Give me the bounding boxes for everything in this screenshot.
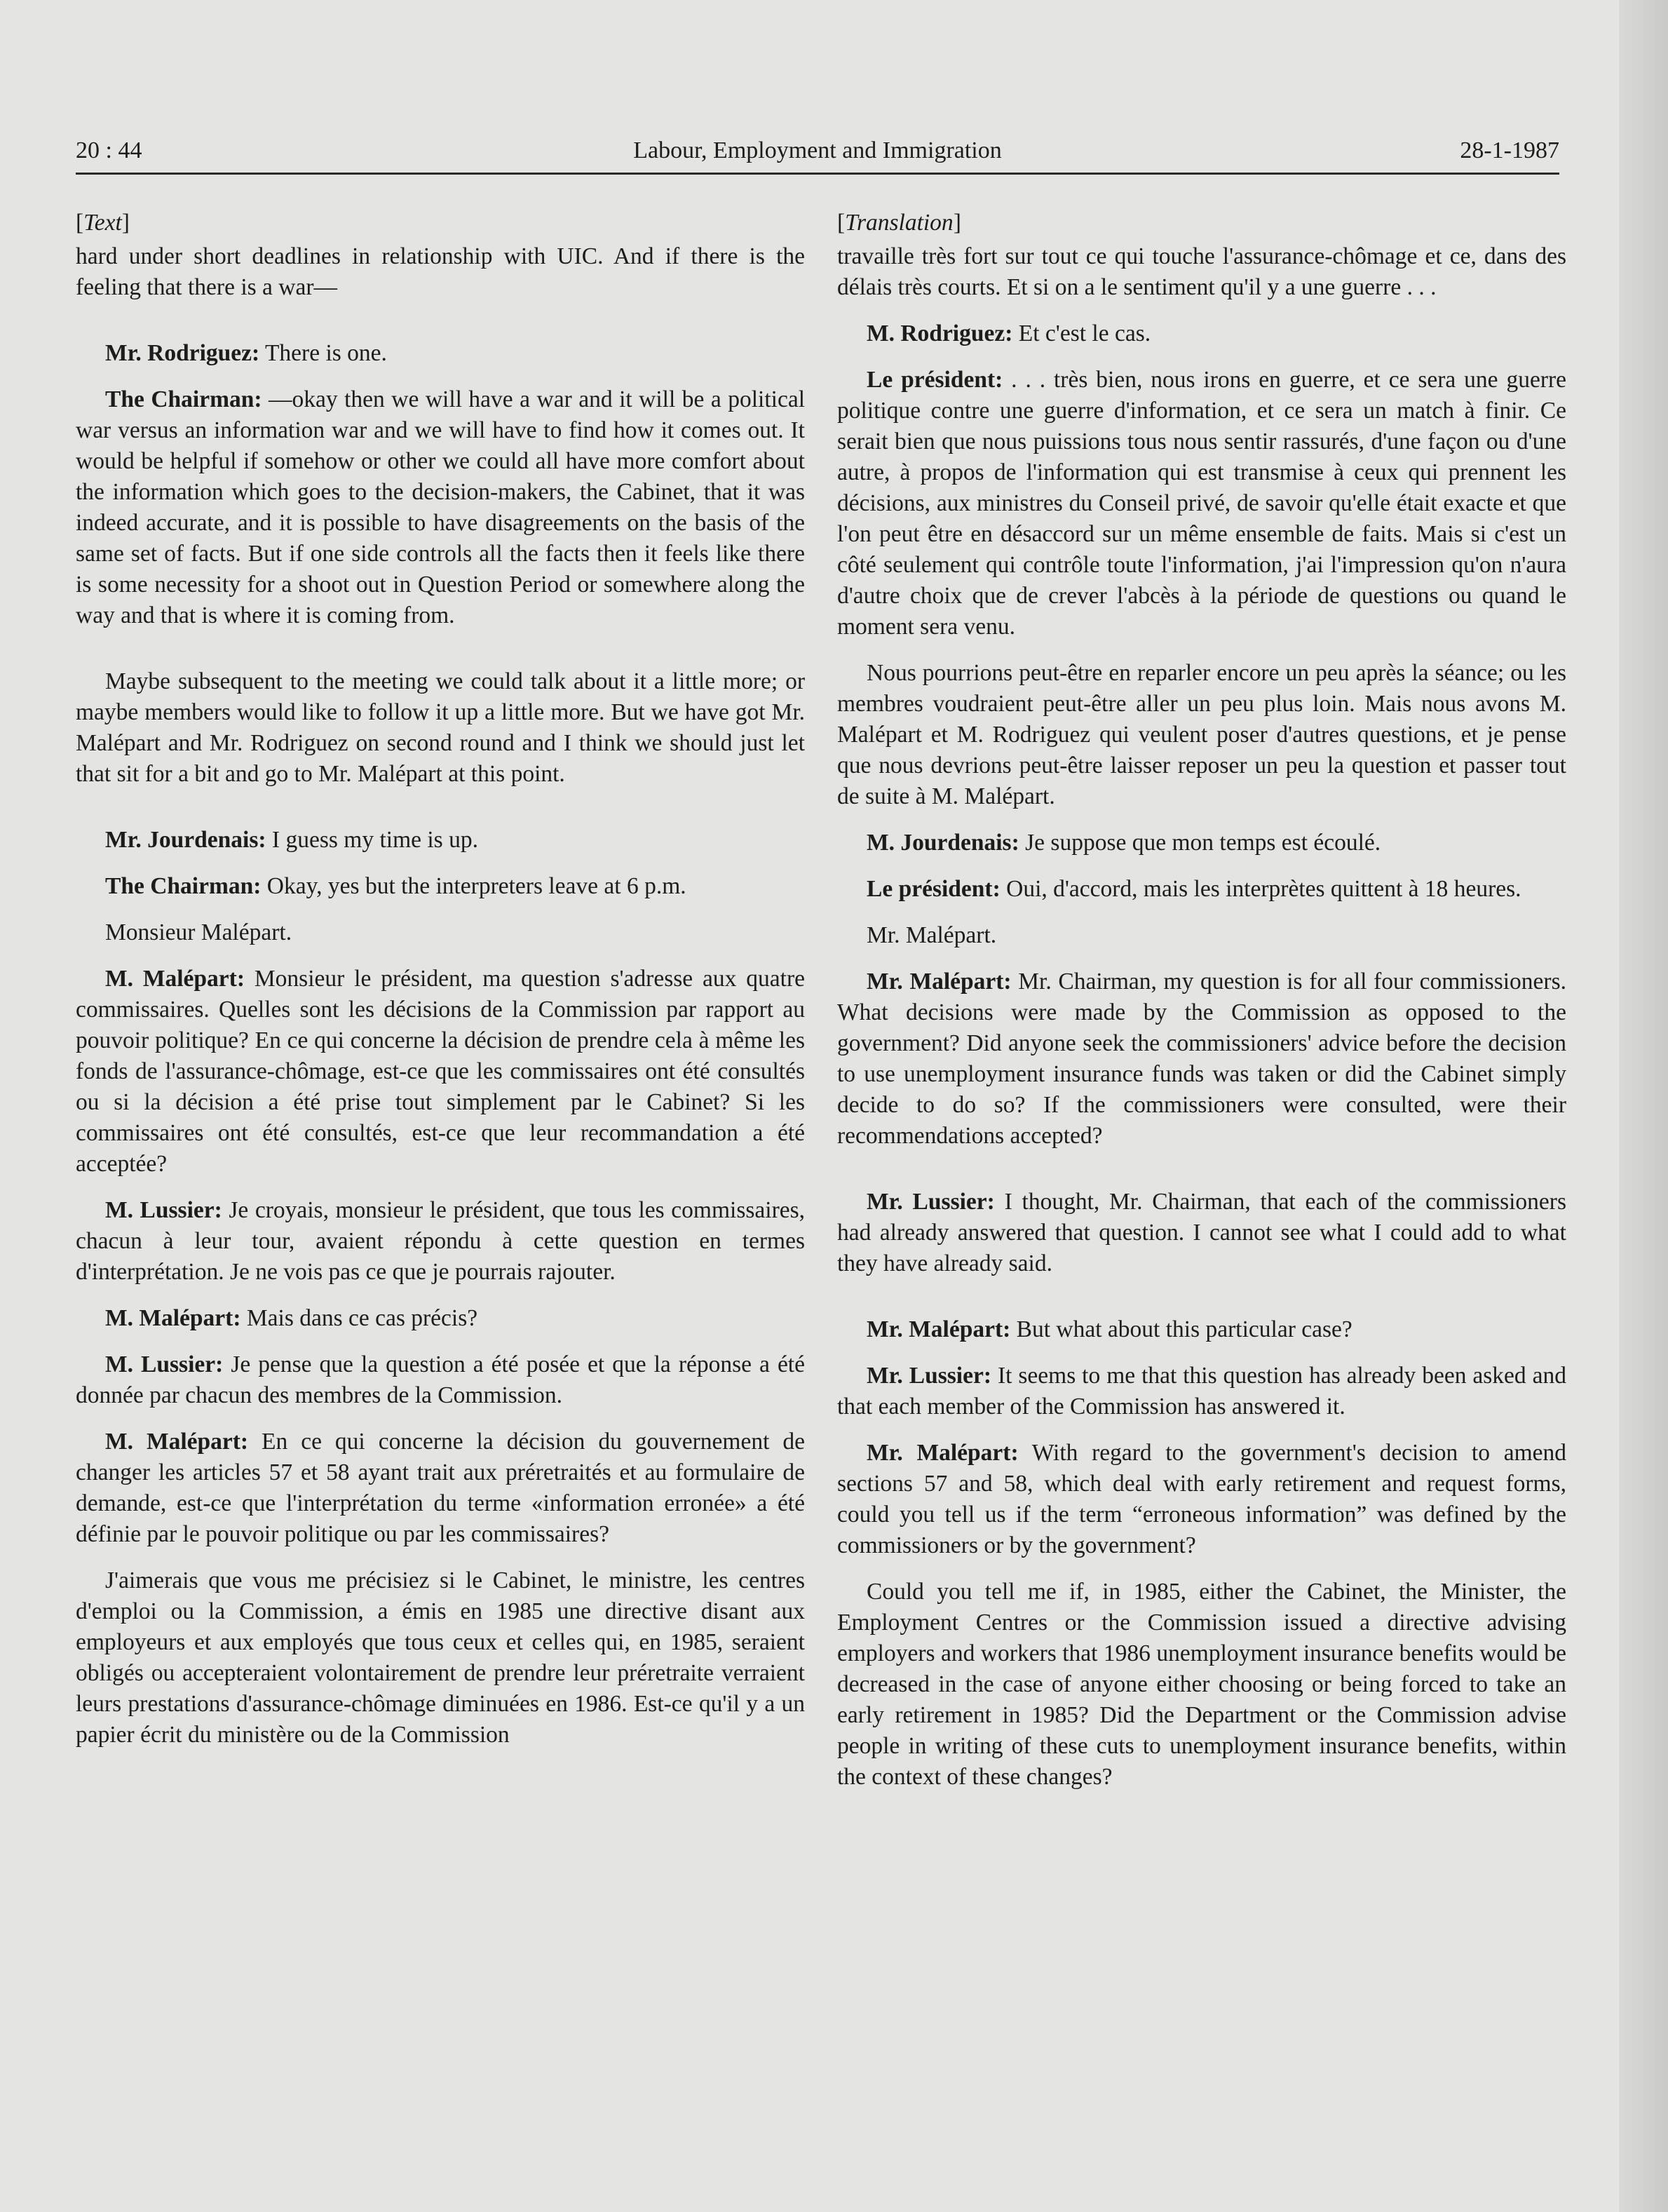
speaker-name: Le président: [867,367,1003,393]
running-header [76,133,1559,175]
paragraph [76,1303,805,1334]
paragraph [837,365,1566,642]
paragraph: J'aimerais que vous me précisiez si le Cabinet, le ministre, les centres d'emploi ou la Commission, a émis en 1985 une directive disant aux employeurs et aux employés que tous ceux et celles qui, en 1985, seraient obligés ou accepteraient volontairement de prendre leur préretraite verraient leurs prestations d'assurance-chômage diminuées en 1986. Est-ce qu'il y a un papier écrit du ministère ou de la Commission [76,1567,805,1748]
speech-text: Je suppose que mon temps est écoulé. [1019,830,1381,856]
speech-text: Je croyais, monsieur le président, que tous les commissaires, chacun à leur tour, avaient répondu à cette question en termes d'interprétation. Je ne vois pas ce que je pourrais rajouter. [76,1197,805,1285]
paragraph: Monsieur Malépart. [105,919,292,945]
speaker-name: Mr. Malépart: [867,969,1012,994]
page-edge-shadow [1619,0,1668,2212]
speaker-name: M. Lussier: [105,1351,224,1377]
paragraph: Could you tell me if, in 1985, either the Cabinet, the Minister, the Employment Centres or the Commission issued a directive advising employers and workers that 1986 unemployment insurance benefits would be decreased in the case of anyone either choosing or being forced to take an early retirement in 1985? Did the Department or the Commission advise people in writing of these cuts to unemployment insurance benefits, within the context of these changes? [837,1579,1566,1790]
paragraph [837,1187,1566,1279]
paragraph [76,871,805,902]
speaker-name: M. Lussier: [105,1197,222,1223]
speaker-name: The Chairman: [105,873,262,899]
paragraph [76,384,805,631]
speaker-name: The Chairman: [105,386,262,412]
speaker-name: Mr. Lussier: [867,1363,991,1389]
paragraph [76,1195,805,1288]
speech-text: Mais dans ce cas précis? [240,1305,478,1331]
language-marker: [Translation] [837,210,961,236]
paragraph: hard under short deadlines in relationship with UIC. And if there is the feeling that there is a war— [76,243,805,300]
right-column [837,208,1566,1808]
paragraph [76,1427,805,1550]
paragraph [76,1349,805,1411]
speaker-name: M. Jourdenais: [867,830,1019,856]
speaker-name: M. Malépart: [105,966,245,992]
speaker-name: M. Malépart: [105,1305,241,1331]
speaker-name: M. Malépart: [105,1429,249,1455]
paragraph [76,964,805,1180]
speech-text: Et c'est le cas. [1012,321,1151,346]
speech-text: It seems to me that this question has already been asked and that each member of the Commission has answered it. [837,1363,1566,1419]
speech-text: —okay then we will have a war and it will be a political war versus an information war and we will have to find how it comes out. It would be helpful if somehow or other we could all have more comfort about the information which goes to the decision-makers, the Cabinet, that it was indeed accurate, and it is possible to have disagreements on the basis of the same set of facts. But if one side controls all the facts then it feels like there is some necessity for a shoot out in Question Period or somewhere along the way and that is where it is coming from. [76,386,805,628]
paragraph [76,338,805,369]
paragraph [837,318,1566,349]
sitting-date: 28-1-1987 [1460,137,1559,163]
speech-text: Monsieur le président, ma question s'adresse aux quatre commissaires. Quelles sont les décisions de la Commission par rapport au pouvoir politique? En ce qui concerne la décision de prendre cela à même les fonds de l'assurance-chômage, est-ce que les commissaires ont été consultés ou si la décision a été prise tout simplement par le Cabinet? Si les commissaires ont été consultés, est-ce que leur recommandation a été acceptée? [76,966,805,1177]
paragraph: Maybe subsequent to the meeting we could talk about it a little more; or maybe members would like to follow it up a little more. But we have got Mr. Malépart and Mr. Rodriguez on second round and I think we should just let that sit for a bit and go to Mr. Malépart at this point. [76,668,805,787]
speech-text: There is one. [259,340,387,366]
paragraph [837,1438,1566,1561]
paragraph: travaille très fort sur tout ce qui touche l'assurance-chômage et ce, dans des délais très courts. Et si on a le sentiment qu'il y a une guerre . . . [837,243,1566,300]
language-marker: [Text] [76,210,130,236]
speaker-name: M. Rodriguez: [867,321,1013,346]
paragraph [837,874,1566,905]
paragraph [76,825,805,856]
speaker-name: Mr. Jourdenais: [105,827,266,853]
paragraph [837,966,1566,1152]
speech-text: Je pense que la question a été posée et que la réponse a été donnée par chacun des membres de la Commission. [76,1351,805,1408]
speech-text: With regard to the government's decision to amend sections 57 and 58, which deal with early retirement and request forms, could you tell us if the term “erroneous information” was defined by the commissioners or by the government? [837,1440,1566,1558]
speech-text: . . . très bien, nous irons en guerre, et ce sera une guerre politique contre une guerre d'information, et ce sera un match à finir. Ce serait bien que nous puissions tous nous sentir rassurés, d'une façon ou d'une autre, à propos de l'information qui est transmise à ceux qui prennent les décisions, aux ministres du Conseil privé, de savoir qu'elle était exacte et que l'on peut être en désaccord sur un même ensemble de faits. Mais si c'est un côté seulement qui contrôle toute l'information, j'ai l'impression qu'on n'aura d'autre choix que de crever l'abcès à la période de questions ou quand le moment sera venu. [837,367,1567,640]
paragraph [837,1314,1566,1345]
speech-text: Okay, yes but the interpreters leave at 6 p.m. [261,873,686,899]
speech-text: Oui, d'accord, mais les interprètes quittent à 18 heures. [1000,876,1521,902]
speaker-name: Le président: [867,876,1001,902]
paragraph: Nous pourrions peut-être en reparler encore un peu après la séance; ou les membres voudraient peut-être aller un peu plus loin. Mais nous avons M. Malépart et M. Rodriguez qui veulent poser d'autres questions, et je pense que nous devrions peut-être laisser reposer un peu la question et passer tout de suite à M. Malépart. [837,660,1566,809]
publication-title: Labour, Employment and Immigration [633,137,1002,163]
speaker-name: Mr. Rodriguez: [105,340,260,366]
speaker-name: Mr. Lussier: [867,1189,995,1215]
speech-text: I thought, Mr. Chairman, that each of the commissioners had already answered that question. I cannot see what I could add to what they have already said. [837,1189,1566,1276]
speech-text: But what about this particular case? [1010,1316,1352,1342]
paragraph [837,1361,1566,1422]
speaker-name: Mr. Malépart: [867,1440,1019,1466]
speech-text: Mr. Chairman, my question is for all four commissioners. What decisions were made by the Commission as opposed to the government? Did anyone seek the commissioners' advice before the decision to use unemployment insurance funds was taken or did the Cabinet simply decide to do so? If the commissioners were consulted, were their recommendations accepted? [837,969,1566,1149]
paragraph: Mr. Malépart. [867,922,997,948]
page-number: 20 : 44 [76,137,142,163]
left-column [76,208,805,1766]
speaker-name: Mr. Malépart: [867,1316,1011,1342]
paragraph [837,828,1566,858]
speech-text: En ce qui concerne la décision du gouvernement de changer les articles 57 et 58 ayant trait aux préretraités et au formulaire de demande, est-ce que l'interprétation du terme «information erronée» a été définie par le pouvoir politique ou par les commissaires? [76,1429,805,1547]
speech-text: I guess my time is up. [266,827,478,853]
